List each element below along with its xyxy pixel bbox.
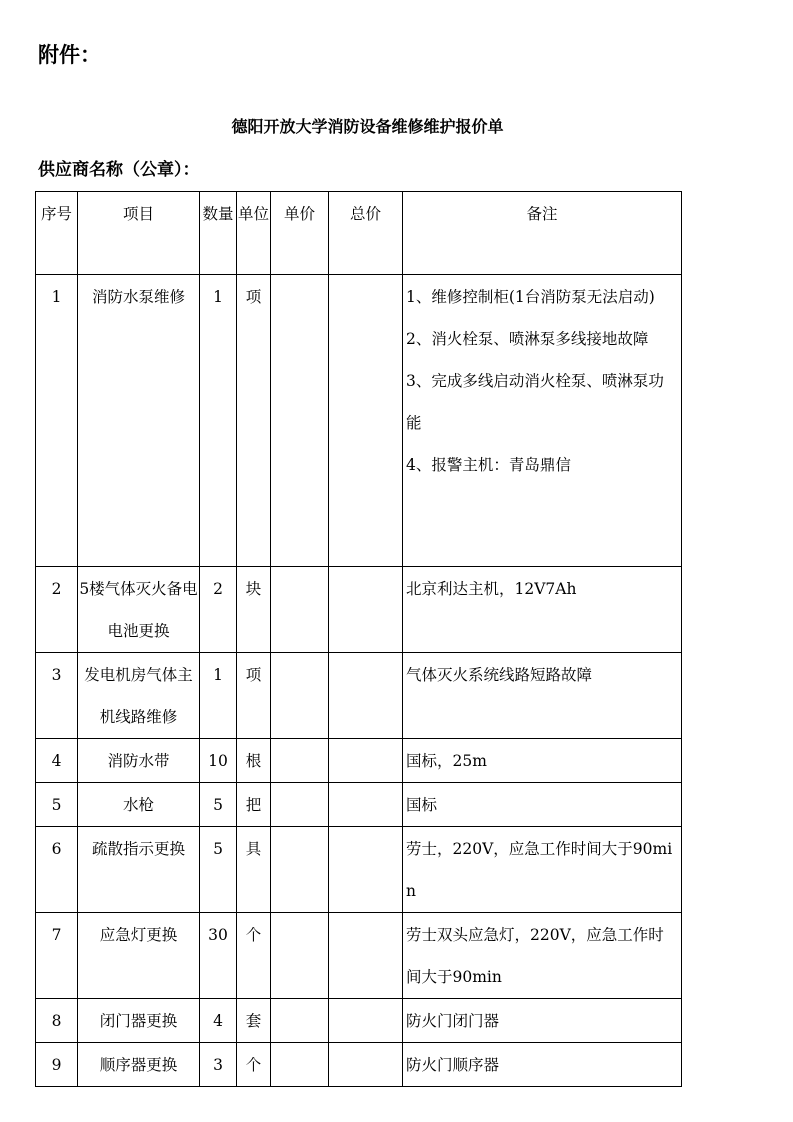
- row-qty: 30: [200, 913, 237, 999]
- row-unit-price: [271, 999, 329, 1043]
- header-qty: 数量: [200, 192, 237, 275]
- row-item: 应急灯更换: [78, 913, 200, 999]
- row-remark: [403, 1043, 682, 1087]
- row-unit-price: [271, 653, 329, 739]
- row-item: 消防水带: [78, 739, 200, 783]
- row-total: [329, 999, 403, 1043]
- row-no: 2: [36, 567, 78, 653]
- row-qty: 1: [200, 653, 237, 739]
- row-unit: 根: [237, 739, 271, 783]
- row-item: 5楼气体灭火备电电池更换: [78, 567, 200, 653]
- remark-line: 防火门顺序器: [406, 1056, 500, 1074]
- table-row: [36, 913, 682, 999]
- row-unit-price: [271, 827, 329, 913]
- row-remark: [403, 739, 682, 783]
- row-remark: [403, 913, 682, 999]
- row-qty: 1: [200, 275, 237, 567]
- row-total: [329, 567, 403, 653]
- row-item: 发电机房气体主机线路维修: [78, 653, 200, 739]
- table-row: [36, 739, 682, 783]
- row-unit-price: [271, 913, 329, 999]
- row-no: 5: [36, 783, 78, 827]
- row-no: 4: [36, 739, 78, 783]
- table-row: [36, 567, 682, 653]
- row-no: 7: [36, 913, 78, 999]
- remark-line: 国标: [406, 796, 438, 814]
- row-unit-price: [271, 783, 329, 827]
- row-unit-price: [271, 567, 329, 653]
- remark-line: 国标，25m: [406, 752, 487, 770]
- row-total: [329, 783, 403, 827]
- document-title: 德阳开放大学消防设备维修维护报价单: [231, 117, 504, 136]
- header-unit: 单位: [237, 192, 271, 275]
- row-unit-price: [271, 275, 329, 567]
- row-qty: 3: [200, 1043, 237, 1087]
- table-row: [36, 1043, 682, 1087]
- header-total: 总价: [329, 192, 403, 275]
- remark-line: 1、维修控制柜(1台消防泵无法启动): [406, 288, 655, 306]
- row-qty: 4: [200, 999, 237, 1043]
- table-row: [36, 783, 682, 827]
- row-item: 水枪: [78, 783, 200, 827]
- remark-line: 北京利达主机，12V7Ah: [406, 580, 577, 598]
- row-item: 疏散指示更换: [78, 827, 200, 913]
- supplier-name-label: 供应商名称（公章）：: [38, 160, 200, 180]
- remark-line: 4、报警主机：青岛鼎信: [406, 456, 571, 474]
- row-total: [329, 275, 403, 567]
- row-total: [329, 913, 403, 999]
- row-no: 1: [36, 275, 78, 567]
- row-no: 6: [36, 827, 78, 913]
- remark-line: 2、消火栓泵、喷淋泵多线接地故障: [406, 330, 649, 348]
- header-remark: 备注: [403, 192, 682, 275]
- row-item: 闭门器更换: [78, 999, 200, 1043]
- row-remark: [403, 783, 682, 827]
- row-unit: 套: [237, 999, 271, 1043]
- remark-line: 气体灭火系统线路短路故障: [406, 666, 593, 684]
- header-item: 项目: [78, 192, 200, 275]
- row-qty: 5: [200, 783, 237, 827]
- row-unit: 个: [237, 913, 271, 999]
- row-unit-price: [271, 739, 329, 783]
- table-row: [36, 653, 682, 739]
- row-total: [329, 827, 403, 913]
- row-unit: 个: [237, 1043, 271, 1087]
- remark-line: 劳士双头应急灯，220V，应急工作时间大于90min: [406, 926, 664, 986]
- row-total: [329, 739, 403, 783]
- row-unit: 块: [237, 567, 271, 653]
- row-item: 顺序器更换: [78, 1043, 200, 1087]
- row-remark: [403, 827, 682, 913]
- table-row: [36, 999, 682, 1043]
- table-row: [36, 275, 682, 567]
- header-no: 序号: [36, 192, 78, 275]
- row-unit-price: [271, 1043, 329, 1087]
- remark-line: 防火门闭门器: [406, 1012, 500, 1030]
- header-unit-price: 单价: [271, 192, 329, 275]
- row-qty: 5: [200, 827, 237, 913]
- row-qty: 10: [200, 739, 237, 783]
- remark-line: 3、完成多线启动消火栓泵、喷淋泵功能: [406, 372, 664, 432]
- remark-line: 劳士，220V，应急工作时间大于90min: [406, 840, 673, 900]
- table-row: [36, 827, 682, 913]
- row-unit: 项: [237, 653, 271, 739]
- row-remark: [403, 999, 682, 1043]
- quotation-table: [35, 191, 682, 1087]
- row-unit: 具: [237, 827, 271, 913]
- row-unit: 把: [237, 783, 271, 827]
- row-remark: [403, 567, 682, 653]
- row-total: [329, 653, 403, 739]
- row-unit: 项: [237, 275, 271, 567]
- row-total: [329, 1043, 403, 1087]
- row-item: 消防水泵维修: [78, 275, 200, 567]
- row-no: 3: [36, 653, 78, 739]
- row-no: 9: [36, 1043, 78, 1087]
- attachment-label: 附件：: [38, 43, 101, 67]
- row-no: 8: [36, 999, 78, 1043]
- row-remark: [403, 275, 682, 567]
- row-remark: [403, 653, 682, 739]
- table-header-row: [36, 192, 682, 275]
- row-qty: 2: [200, 567, 237, 653]
